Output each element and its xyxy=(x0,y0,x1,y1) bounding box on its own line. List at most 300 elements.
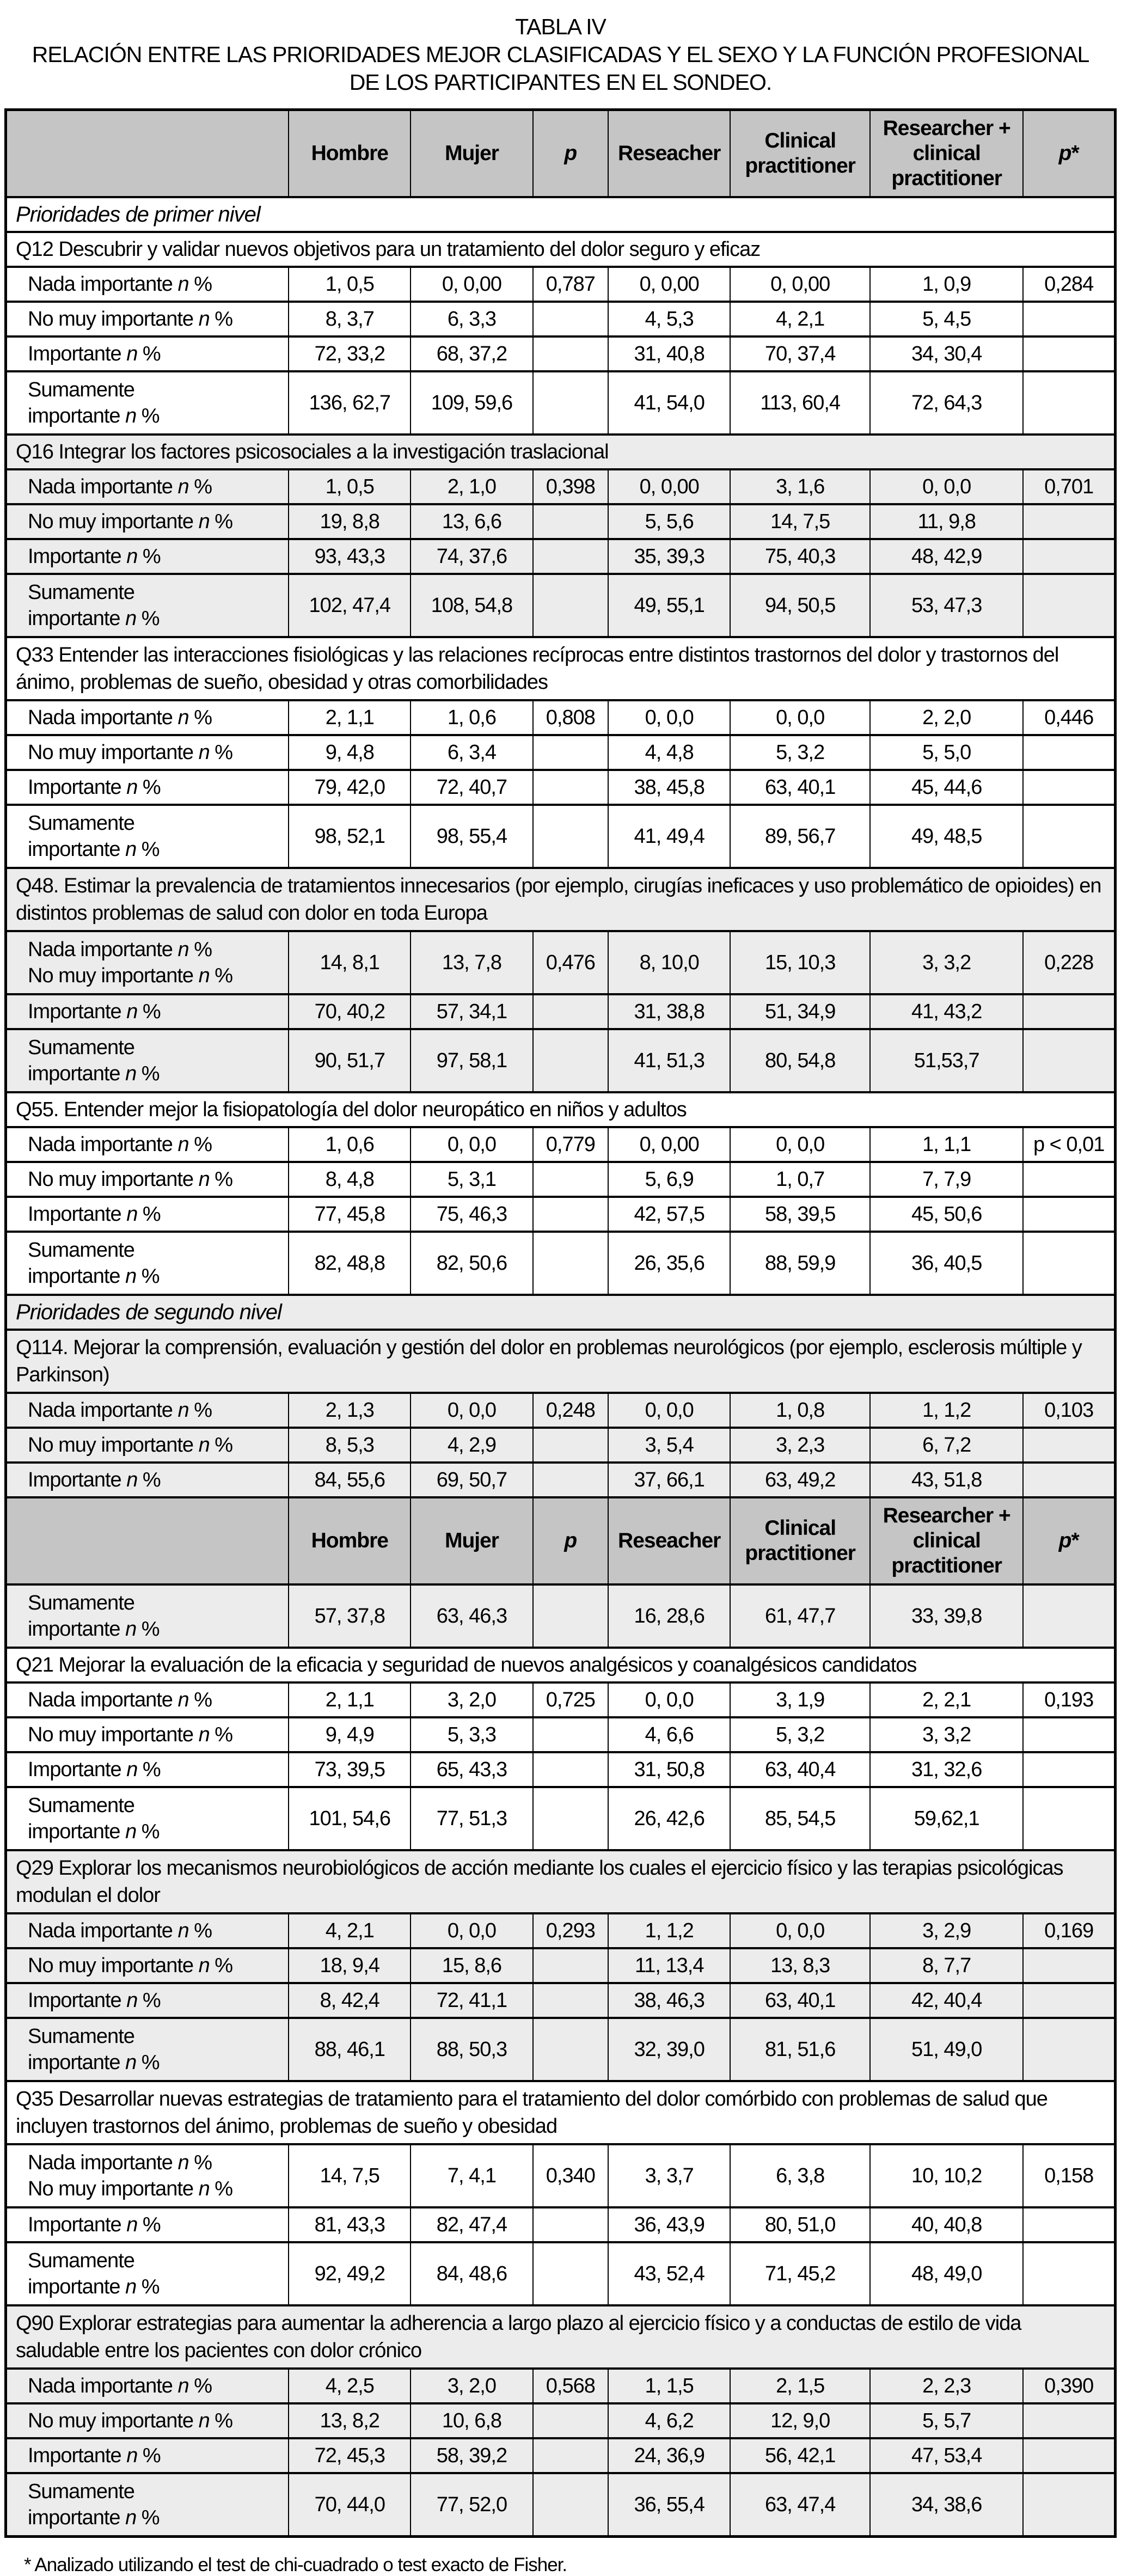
question-row xyxy=(6,232,1116,267)
value-cell: 1, 0,9 xyxy=(870,267,1023,302)
row-label: No muy importante n % xyxy=(6,2403,289,2438)
value-cell: 0,340 xyxy=(533,2144,609,2207)
value-cell: 0, 0,0 xyxy=(870,469,1023,504)
tabla-body xyxy=(6,110,1116,2537)
value-cell: 0,398 xyxy=(533,469,609,504)
question-row xyxy=(6,1648,1116,1682)
value-cell: 75, 46,3 xyxy=(411,1197,532,1232)
question-title: Q90 Explorar estrategias para aumentar la adherencia a largo plazo al ejercicio físico y a conductas de estilo de vida saludable entre los pacientes con dolor crónico xyxy=(6,2305,1116,2369)
value-cell xyxy=(1023,735,1115,770)
value-cell: 3, 1,6 xyxy=(730,469,870,504)
value-cell: 92, 49,2 xyxy=(289,2242,411,2305)
data-row xyxy=(6,574,1116,637)
row-label: No muy importante n % xyxy=(6,1717,289,1752)
value-cell: 49, 55,1 xyxy=(608,574,730,637)
value-cell: 3, 2,3 xyxy=(730,1428,870,1463)
table-title xyxy=(32,13,1089,96)
value-cell: 24, 36,9 xyxy=(608,2438,730,2473)
value-cell: 35, 39,3 xyxy=(608,539,730,574)
value-cell: 7, 4,1 xyxy=(411,2144,532,2207)
value-cell: 13, 8,2 xyxy=(289,2403,411,2438)
question-row xyxy=(6,1850,1116,1913)
value-cell: 2, 2,0 xyxy=(870,700,1023,735)
data-row xyxy=(6,371,1116,435)
value-cell: 98, 55,4 xyxy=(411,805,532,868)
data-row xyxy=(6,931,1116,994)
data-row xyxy=(6,2242,1116,2305)
value-cell: 88, 59,9 xyxy=(730,1232,870,1295)
value-cell: 0,293 xyxy=(533,1913,609,1948)
value-cell xyxy=(533,1428,609,1463)
column-header-row-repeat xyxy=(6,1497,1116,1584)
value-cell xyxy=(1023,1787,1115,1850)
level-title: Prioridades de segundo nivel xyxy=(6,1295,1116,1330)
row-label: Nada importante n % xyxy=(6,1127,289,1162)
value-cell: 5, 3,1 xyxy=(411,1162,532,1197)
value-cell xyxy=(1023,1463,1115,1497)
value-cell xyxy=(533,1983,609,2018)
value-cell: 2, 1,5 xyxy=(730,2369,870,2403)
value-cell: 0, 0,0 xyxy=(730,1127,870,1162)
value-cell: 14, 7,5 xyxy=(730,504,870,539)
row-label: Sumamente importante n % xyxy=(6,2473,289,2537)
value-cell: 4, 5,3 xyxy=(608,302,730,336)
data-row xyxy=(6,1983,1116,2018)
value-cell: 0, 0,0 xyxy=(608,1682,730,1717)
value-cell: 13, 6,6 xyxy=(411,504,532,539)
value-cell xyxy=(533,371,609,435)
value-cell: 70, 44,0 xyxy=(289,2473,411,2537)
value-cell: 0,787 xyxy=(533,267,609,302)
data-row xyxy=(6,2403,1116,2438)
value-cell: 3, 1,9 xyxy=(730,1682,870,1717)
value-cell: 79, 42,0 xyxy=(289,770,411,805)
value-cell: 136, 62,7 xyxy=(289,371,411,435)
row-label: No muy importante n % xyxy=(6,302,289,336)
value-cell: 90, 51,7 xyxy=(289,1029,411,1092)
value-cell xyxy=(1023,1983,1115,2018)
value-cell: 1, 0,5 xyxy=(289,267,411,302)
data-row xyxy=(6,770,1116,805)
column-header-p: p xyxy=(533,1497,609,1584)
data-row xyxy=(6,994,1116,1029)
value-cell: 0,193 xyxy=(1023,1682,1115,1717)
value-cell xyxy=(1023,1428,1115,1463)
question-title: Q33 Entender las interacciones fisiológicas y las relaciones recíprocas entre distintos trastornos del dolor y trastornos del ánimo, problemas de sueño, obesidad y otras comorbilidades xyxy=(6,637,1116,700)
value-cell: 109, 59,6 xyxy=(411,371,532,435)
value-cell: 31, 38,8 xyxy=(608,994,730,1029)
corner-cell xyxy=(6,110,289,198)
value-cell: 63, 47,4 xyxy=(730,2473,870,2537)
value-cell: 97, 58,1 xyxy=(411,1029,532,1092)
data-row xyxy=(6,1428,1116,1463)
value-cell: 53, 47,3 xyxy=(870,574,1023,637)
value-cell: 74, 37,6 xyxy=(411,539,532,574)
value-cell xyxy=(533,574,609,637)
value-cell: 26, 42,6 xyxy=(608,1787,730,1850)
value-cell: 63, 49,2 xyxy=(730,1463,870,1497)
data-row xyxy=(6,2144,1116,2207)
value-cell: 0, 0,0 xyxy=(730,700,870,735)
value-cell: 48, 42,9 xyxy=(870,539,1023,574)
value-cell: 4, 6,6 xyxy=(608,1717,730,1752)
value-cell xyxy=(533,504,609,539)
value-cell: 77, 45,8 xyxy=(289,1197,411,1232)
value-cell: 82, 47,4 xyxy=(411,2207,532,2242)
value-cell: 1, 1,2 xyxy=(608,1913,730,1948)
value-cell: 101, 54,6 xyxy=(289,1787,411,1850)
value-cell: 1, 1,1 xyxy=(870,1127,1023,1162)
value-cell xyxy=(1023,1162,1115,1197)
data-row xyxy=(6,700,1116,735)
value-cell: 41, 49,4 xyxy=(608,805,730,868)
data-row xyxy=(6,2207,1116,2242)
data-row xyxy=(6,1197,1116,1232)
value-cell: 84, 48,6 xyxy=(411,2242,532,2305)
value-cell: 0,779 xyxy=(533,1127,609,1162)
value-cell xyxy=(533,770,609,805)
value-cell xyxy=(1023,574,1115,637)
value-cell: 3, 2,9 xyxy=(870,1913,1023,1948)
value-cell: 0, 0,0 xyxy=(411,1393,532,1428)
data-row xyxy=(6,1913,1116,1948)
value-cell xyxy=(1023,1948,1115,1983)
value-cell: 88, 46,1 xyxy=(289,2018,411,2081)
value-cell: 94, 50,5 xyxy=(730,574,870,637)
value-cell: 5, 5,6 xyxy=(608,504,730,539)
row-label: Importante n % xyxy=(6,994,289,1029)
value-cell: 13, 8,3 xyxy=(730,1948,870,1983)
data-row xyxy=(6,2438,1116,2473)
value-cell: 80, 54,8 xyxy=(730,1029,870,1092)
value-cell: 7, 7,9 xyxy=(870,1162,1023,1197)
row-label: Importante n % xyxy=(6,1983,289,2018)
value-cell: 63, 40,4 xyxy=(730,1752,870,1787)
value-cell xyxy=(533,2018,609,2081)
tabla-iv xyxy=(4,108,1117,2538)
column-header-researcher-clinical-practitioner: Researcher + clinical practitioner xyxy=(870,1497,1023,1584)
value-cell: 31, 40,8 xyxy=(608,336,730,371)
value-cell: 2, 2,3 xyxy=(870,2369,1023,2403)
value-cell: 9, 4,9 xyxy=(289,1717,411,1752)
row-label: Nada importante n % xyxy=(6,267,289,302)
data-row xyxy=(6,1393,1116,1428)
row-label: Nada importante n % xyxy=(6,1682,289,1717)
value-cell: 5, 3,2 xyxy=(730,1717,870,1752)
question-row xyxy=(6,2081,1116,2144)
value-cell: 12, 9,0 xyxy=(730,2403,870,2438)
data-row xyxy=(6,1463,1116,1497)
value-cell: 3, 5,4 xyxy=(608,1428,730,1463)
value-cell xyxy=(1023,539,1115,574)
value-cell: 19, 8,8 xyxy=(289,504,411,539)
value-cell: 40, 40,8 xyxy=(870,2207,1023,2242)
data-row xyxy=(6,1682,1116,1717)
value-cell: 14, 8,1 xyxy=(289,931,411,994)
value-cell: 2, 2,1 xyxy=(870,1682,1023,1717)
value-cell xyxy=(1023,994,1115,1029)
value-cell: p < 0,01 xyxy=(1023,1127,1115,1162)
value-cell: 36, 43,9 xyxy=(608,2207,730,2242)
value-cell: 8, 10,0 xyxy=(608,931,730,994)
value-cell: 58, 39,5 xyxy=(730,1197,870,1232)
value-cell: 37, 66,1 xyxy=(608,1463,730,1497)
value-cell: 15, 10,3 xyxy=(730,931,870,994)
row-label: Sumamente importante n % xyxy=(6,371,289,435)
value-cell: 72, 41,1 xyxy=(411,1983,532,2018)
row-label: Importante n % xyxy=(6,336,289,371)
row-label: Nada importante n % No muy importante n % xyxy=(6,931,289,994)
level-row xyxy=(6,1295,1116,1330)
data-row xyxy=(6,1162,1116,1197)
value-cell xyxy=(533,336,609,371)
data-row xyxy=(6,267,1116,302)
data-row xyxy=(6,2473,1116,2537)
value-cell: 4, 6,2 xyxy=(608,2403,730,2438)
value-cell: 73, 39,5 xyxy=(289,1752,411,1787)
value-cell: 81, 43,3 xyxy=(289,2207,411,2242)
value-cell: 65, 43,3 xyxy=(411,1752,532,1787)
column-header-mujer: Mujer xyxy=(411,110,532,198)
value-cell: 72, 64,3 xyxy=(870,371,1023,435)
value-cell: 42, 40,4 xyxy=(870,1983,1023,2018)
value-cell: 41, 51,3 xyxy=(608,1029,730,1092)
value-cell: 8, 42,4 xyxy=(289,1983,411,2018)
value-cell xyxy=(533,1162,609,1197)
value-cell: 0,476 xyxy=(533,931,609,994)
value-cell: 43, 51,8 xyxy=(870,1463,1023,1497)
value-cell xyxy=(1023,504,1115,539)
column-header-mujer: Mujer xyxy=(411,1497,532,1584)
value-cell: 81, 51,6 xyxy=(730,2018,870,2081)
value-cell: 36, 40,5 xyxy=(870,1232,1023,1295)
value-cell xyxy=(533,539,609,574)
value-cell xyxy=(533,2473,609,2537)
value-cell: 9, 4,8 xyxy=(289,735,411,770)
data-row xyxy=(6,1127,1116,1162)
value-cell: 0, 0,00 xyxy=(608,1127,730,1162)
value-cell: 93, 43,3 xyxy=(289,539,411,574)
question-title: Q114. Mejorar la comprensión, evaluación y gestión del dolor en problemas neurológicos (por ejemplo, esclerosis múltiple y Parkinson) xyxy=(6,1330,1116,1393)
data-row xyxy=(6,735,1116,770)
value-cell: 4, 2,1 xyxy=(730,302,870,336)
question-title: Q16 Integrar los factores psicosociales a la investigación traslacional xyxy=(6,435,1116,469)
value-cell: 3, 3,2 xyxy=(870,1717,1023,1752)
value-cell: 63, 40,1 xyxy=(730,1983,870,2018)
value-cell: 0, 0,0 xyxy=(411,1913,532,1948)
row-label: Sumamente importante n % xyxy=(6,805,289,868)
value-cell: 41, 54,0 xyxy=(608,371,730,435)
value-cell: 85, 54,5 xyxy=(730,1787,870,1850)
value-cell: 0,808 xyxy=(533,700,609,735)
value-cell: 49, 48,5 xyxy=(870,805,1023,868)
value-cell: 11, 9,8 xyxy=(870,504,1023,539)
value-cell: 0,390 xyxy=(1023,2369,1115,2403)
level-row xyxy=(6,197,1116,232)
value-cell: 45, 44,6 xyxy=(870,770,1023,805)
row-label: Sumamente importante n % xyxy=(6,2242,289,2305)
value-cell: 89, 56,7 xyxy=(730,805,870,868)
data-row xyxy=(6,2369,1116,2403)
row-label: Nada importante n % xyxy=(6,1913,289,1948)
value-cell: 1, 1,2 xyxy=(870,1393,1023,1428)
value-cell: 68, 37,2 xyxy=(411,336,532,371)
column-header-p: p* xyxy=(1023,1497,1115,1584)
value-cell xyxy=(533,2242,609,2305)
row-label: Importante n % xyxy=(6,1463,289,1497)
value-cell: 8, 7,7 xyxy=(870,1948,1023,1983)
value-cell: 0, 0,0 xyxy=(730,1913,870,1948)
value-cell: 6, 7,2 xyxy=(870,1428,1023,1463)
row-label: Importante n % xyxy=(6,1197,289,1232)
data-row xyxy=(6,1717,1116,1752)
data-row xyxy=(6,1787,1116,1850)
value-cell: 75, 40,3 xyxy=(730,539,870,574)
question-title: Q29 Explorar los mecanismos neurobiológicos de acción mediante los cuales el ejercicio físico y las terapias psicológicas modulan el dolor xyxy=(6,1850,1116,1913)
data-row xyxy=(6,805,1116,868)
value-cell: 0, 0,0 xyxy=(411,1127,532,1162)
value-cell: 0, 0,00 xyxy=(730,267,870,302)
column-header-p: p xyxy=(533,110,609,198)
value-cell xyxy=(533,1787,609,1850)
data-row xyxy=(6,302,1116,336)
value-cell: 82, 48,8 xyxy=(289,1232,411,1295)
value-cell: 16, 28,6 xyxy=(608,1584,730,1648)
value-cell: 6, 3,8 xyxy=(730,2144,870,2207)
value-cell: 72, 33,2 xyxy=(289,336,411,371)
row-label: Importante n % xyxy=(6,770,289,805)
table-title-line1: TABLA IV xyxy=(515,14,606,39)
column-header-hombre: Hombre xyxy=(289,110,411,198)
value-cell: 59,62,1 xyxy=(870,1787,1023,1850)
value-cell xyxy=(1023,1717,1115,1752)
value-cell: 0,446 xyxy=(1023,700,1115,735)
value-cell: 0, 0,00 xyxy=(608,469,730,504)
row-label: Sumamente importante n % xyxy=(6,1029,289,1092)
value-cell: 11, 13,4 xyxy=(608,1948,730,1983)
row-label: Sumamente importante n % xyxy=(6,1232,289,1295)
row-label: No muy importante n % xyxy=(6,1428,289,1463)
value-cell xyxy=(1023,336,1115,371)
value-cell: 2, 1,3 xyxy=(289,1393,411,1428)
column-header-reseacher: Reseacher xyxy=(608,1497,730,1584)
row-label: Sumamente importante n % xyxy=(6,1584,289,1648)
value-cell: 4, 2,5 xyxy=(289,2369,411,2403)
value-cell: 3, 2,0 xyxy=(411,2369,532,2403)
value-cell xyxy=(1023,805,1115,868)
question-title: Q12 Descubrir y validar nuevos objetivos para un tratamiento del dolor seguro y eficaz xyxy=(6,232,1116,267)
row-label: Nada importante n % xyxy=(6,2369,289,2403)
value-cell: 5, 5,0 xyxy=(870,735,1023,770)
value-cell: 2, 1,0 xyxy=(411,469,532,504)
value-cell: 0,248 xyxy=(533,1393,609,1428)
value-cell xyxy=(533,1463,609,1497)
value-cell: 5, 6,9 xyxy=(608,1162,730,1197)
data-row xyxy=(6,1029,1116,1092)
column-header-clinical-practitioner: Clinical practitioner xyxy=(730,110,870,198)
question-title: Q55. Entender mejor la fisiopatología del dolor neuropático en niños y adultos xyxy=(6,1092,1116,1127)
question-title: Q21 Mejorar la evaluación de la eficacia y seguridad de nuevos analgésicos y coanalgésicos candidatos xyxy=(6,1648,1116,1682)
value-cell: 72, 45,3 xyxy=(289,2438,411,2473)
data-row xyxy=(6,336,1116,371)
value-cell xyxy=(533,1717,609,1752)
value-cell: 3, 3,7 xyxy=(608,2144,730,2207)
value-cell: 6, 3,3 xyxy=(411,302,532,336)
value-cell: 102, 47,4 xyxy=(289,574,411,637)
value-cell: 70, 40,2 xyxy=(289,994,411,1029)
value-cell: 108, 54,8 xyxy=(411,574,532,637)
value-cell: 8, 5,3 xyxy=(289,1428,411,1463)
footnote: * Analizado utilizando el test de chi-cuadrado o test exacto de Fisher. xyxy=(24,2554,567,2575)
value-cell: 113, 60,4 xyxy=(730,371,870,435)
value-cell: 48, 49,0 xyxy=(870,2242,1023,2305)
value-cell: 82, 50,6 xyxy=(411,1232,532,1295)
row-label: No muy importante n % xyxy=(6,735,289,770)
value-cell: 57, 34,1 xyxy=(411,994,532,1029)
row-label: Nada importante n % xyxy=(6,1393,289,1428)
value-cell: 4, 2,9 xyxy=(411,1428,532,1463)
value-cell xyxy=(1023,2403,1115,2438)
question-row xyxy=(6,637,1116,700)
value-cell: 0, 0,0 xyxy=(608,700,730,735)
value-cell: 8, 4,8 xyxy=(289,1162,411,1197)
value-cell: 15, 8,6 xyxy=(411,1948,532,1983)
value-cell: 77, 51,3 xyxy=(411,1787,532,1850)
value-cell: 47, 53,4 xyxy=(870,2438,1023,2473)
value-cell: 98, 52,1 xyxy=(289,805,411,868)
value-cell xyxy=(1023,1752,1115,1787)
value-cell xyxy=(533,1197,609,1232)
corner-cell xyxy=(6,1497,289,1584)
value-cell: 32, 39,0 xyxy=(608,2018,730,2081)
row-label: Nada importante n % No muy importante n % xyxy=(6,2144,289,2207)
value-cell: 3, 2,0 xyxy=(411,1682,532,1717)
value-cell: 0, 0,00 xyxy=(608,267,730,302)
value-cell: 1, 1,5 xyxy=(608,2369,730,2403)
value-cell: 0, 0,0 xyxy=(608,1393,730,1428)
value-cell: 80, 51,0 xyxy=(730,2207,870,2242)
value-cell: 5, 3,2 xyxy=(730,735,870,770)
value-cell xyxy=(533,2207,609,2242)
row-label: Sumamente importante n % xyxy=(6,2018,289,2081)
value-cell: 0,158 xyxy=(1023,2144,1115,2207)
value-cell: 63, 40,1 xyxy=(730,770,870,805)
column-header-reseacher: Reseacher xyxy=(608,110,730,198)
table-title-line3: DE LOS PARTICIPANTES EN EL SONDEO. xyxy=(349,70,772,95)
value-cell: 0,103 xyxy=(1023,1393,1115,1428)
row-label: Nada importante n % xyxy=(6,700,289,735)
value-cell: 0,284 xyxy=(1023,267,1115,302)
row-label: No muy importante n % xyxy=(6,1948,289,1983)
row-label: Sumamente importante n % xyxy=(6,1787,289,1850)
value-cell: 69, 50,7 xyxy=(411,1463,532,1497)
column-header-clinical-practitioner: Clinical practitioner xyxy=(730,1497,870,1584)
value-cell: 51, 34,9 xyxy=(730,994,870,1029)
value-cell: 58, 39,2 xyxy=(411,2438,532,2473)
question-row xyxy=(6,1092,1116,1127)
value-cell: 61, 47,7 xyxy=(730,1584,870,1648)
value-cell: 31, 32,6 xyxy=(870,1752,1023,1787)
value-cell: 42, 57,5 xyxy=(608,1197,730,1232)
question-row xyxy=(6,1330,1116,1393)
value-cell xyxy=(533,994,609,1029)
level-title: Prioridades de primer nivel xyxy=(6,197,1116,232)
value-cell: 34, 38,6 xyxy=(870,2473,1023,2537)
value-cell xyxy=(533,805,609,868)
value-cell: 13, 7,8 xyxy=(411,931,532,994)
row-label: Importante n % xyxy=(6,2438,289,2473)
value-cell: 0,568 xyxy=(533,2369,609,2403)
